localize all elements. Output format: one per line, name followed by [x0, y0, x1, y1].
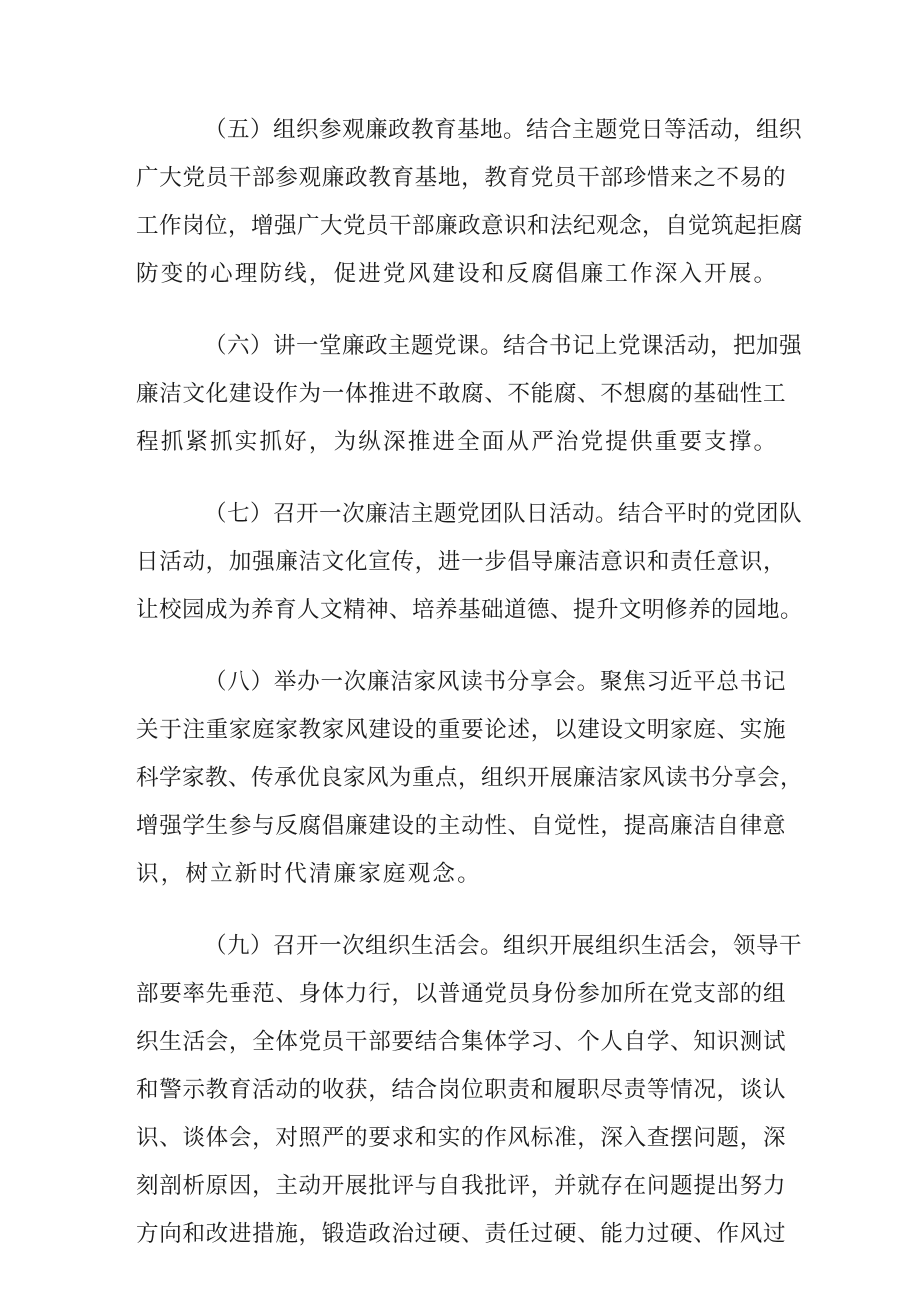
text-line: 程抓紧抓实抓好，为纵深推进全面从严治党提供重要支撑。 [136, 429, 779, 455]
text-line: 工作岗位，增强广大党员干部廉政意识和法纪观念，自觉筑起拒腐 [136, 213, 804, 239]
text-line: 识，树立新时代清廉家庭观念。 [136, 861, 482, 887]
text-line: 刻剖析原因，主动开展批评与自我批评，并就存在问题提出努力 [136, 1173, 786, 1199]
text-line: 识、谈体会，对照严的要求和实的作风标准，深入查摆问题，深 [136, 1125, 786, 1151]
text-line: （六）讲一堂廉政主题党课。结合书记上党课活动，把加强 [204, 333, 803, 359]
text-line: 廉洁文化建设作为一体推进不敢腐、不能腐、不想腐的基础性工 [136, 381, 786, 407]
text-line: （八）举办一次廉洁家风读书分享会。聚焦习近平总书记 [204, 669, 786, 695]
text-line: （九）召开一次组织生活会。组织开展组织生活会，领导干 [204, 933, 803, 959]
text-line: 方向和改进措施，锻造政治过硬、责任过硬、能力过硬、作风过 [136, 1221, 786, 1247]
text-line: 防变的心理防线，促进党风建设和反腐倡廉工作深入开展。 [136, 261, 779, 287]
text-line: （五）组织参观廉政教育基地。结合主题党日等活动，组织 [204, 117, 803, 143]
text-line: 织生活会，全体党员干部要结合集体学习、个人自学、知识测试 [136, 1029, 786, 1055]
text-line: （七）召开一次廉洁主题党团队日活动。结合平时的党团队 [204, 501, 803, 527]
text-line: 日活动，加强廉洁文化宣传，进一步倡导廉洁意识和责任意识， [136, 549, 786, 575]
text-line: 关于注重家庭家教家风建设的重要论述，以建设文明家庭、实施 [136, 717, 786, 743]
text-line: 和警示教育活动的收获，结合岗位职责和履职尽责等情况，谈认 [136, 1077, 786, 1103]
text-line: 部要率先垂范、身体力行，以普通党员身份参加所在党支部的组 [136, 981, 786, 1007]
text-line: 增强学生参与反腐倡廉建设的主动性、自觉性，提高廉洁自律意 [136, 813, 786, 839]
text-line: 广大党员干部参观廉政教育基地，教育党员干部珍惜来之不易的 [136, 165, 786, 191]
text-line: 让校园成为养育人文精神、培养基础道德、提升文明修养的园地。 [136, 597, 804, 623]
text-line: 科学家教、传承优良家风为重点，组织开展廉洁家风读书分享会， [136, 765, 804, 791]
